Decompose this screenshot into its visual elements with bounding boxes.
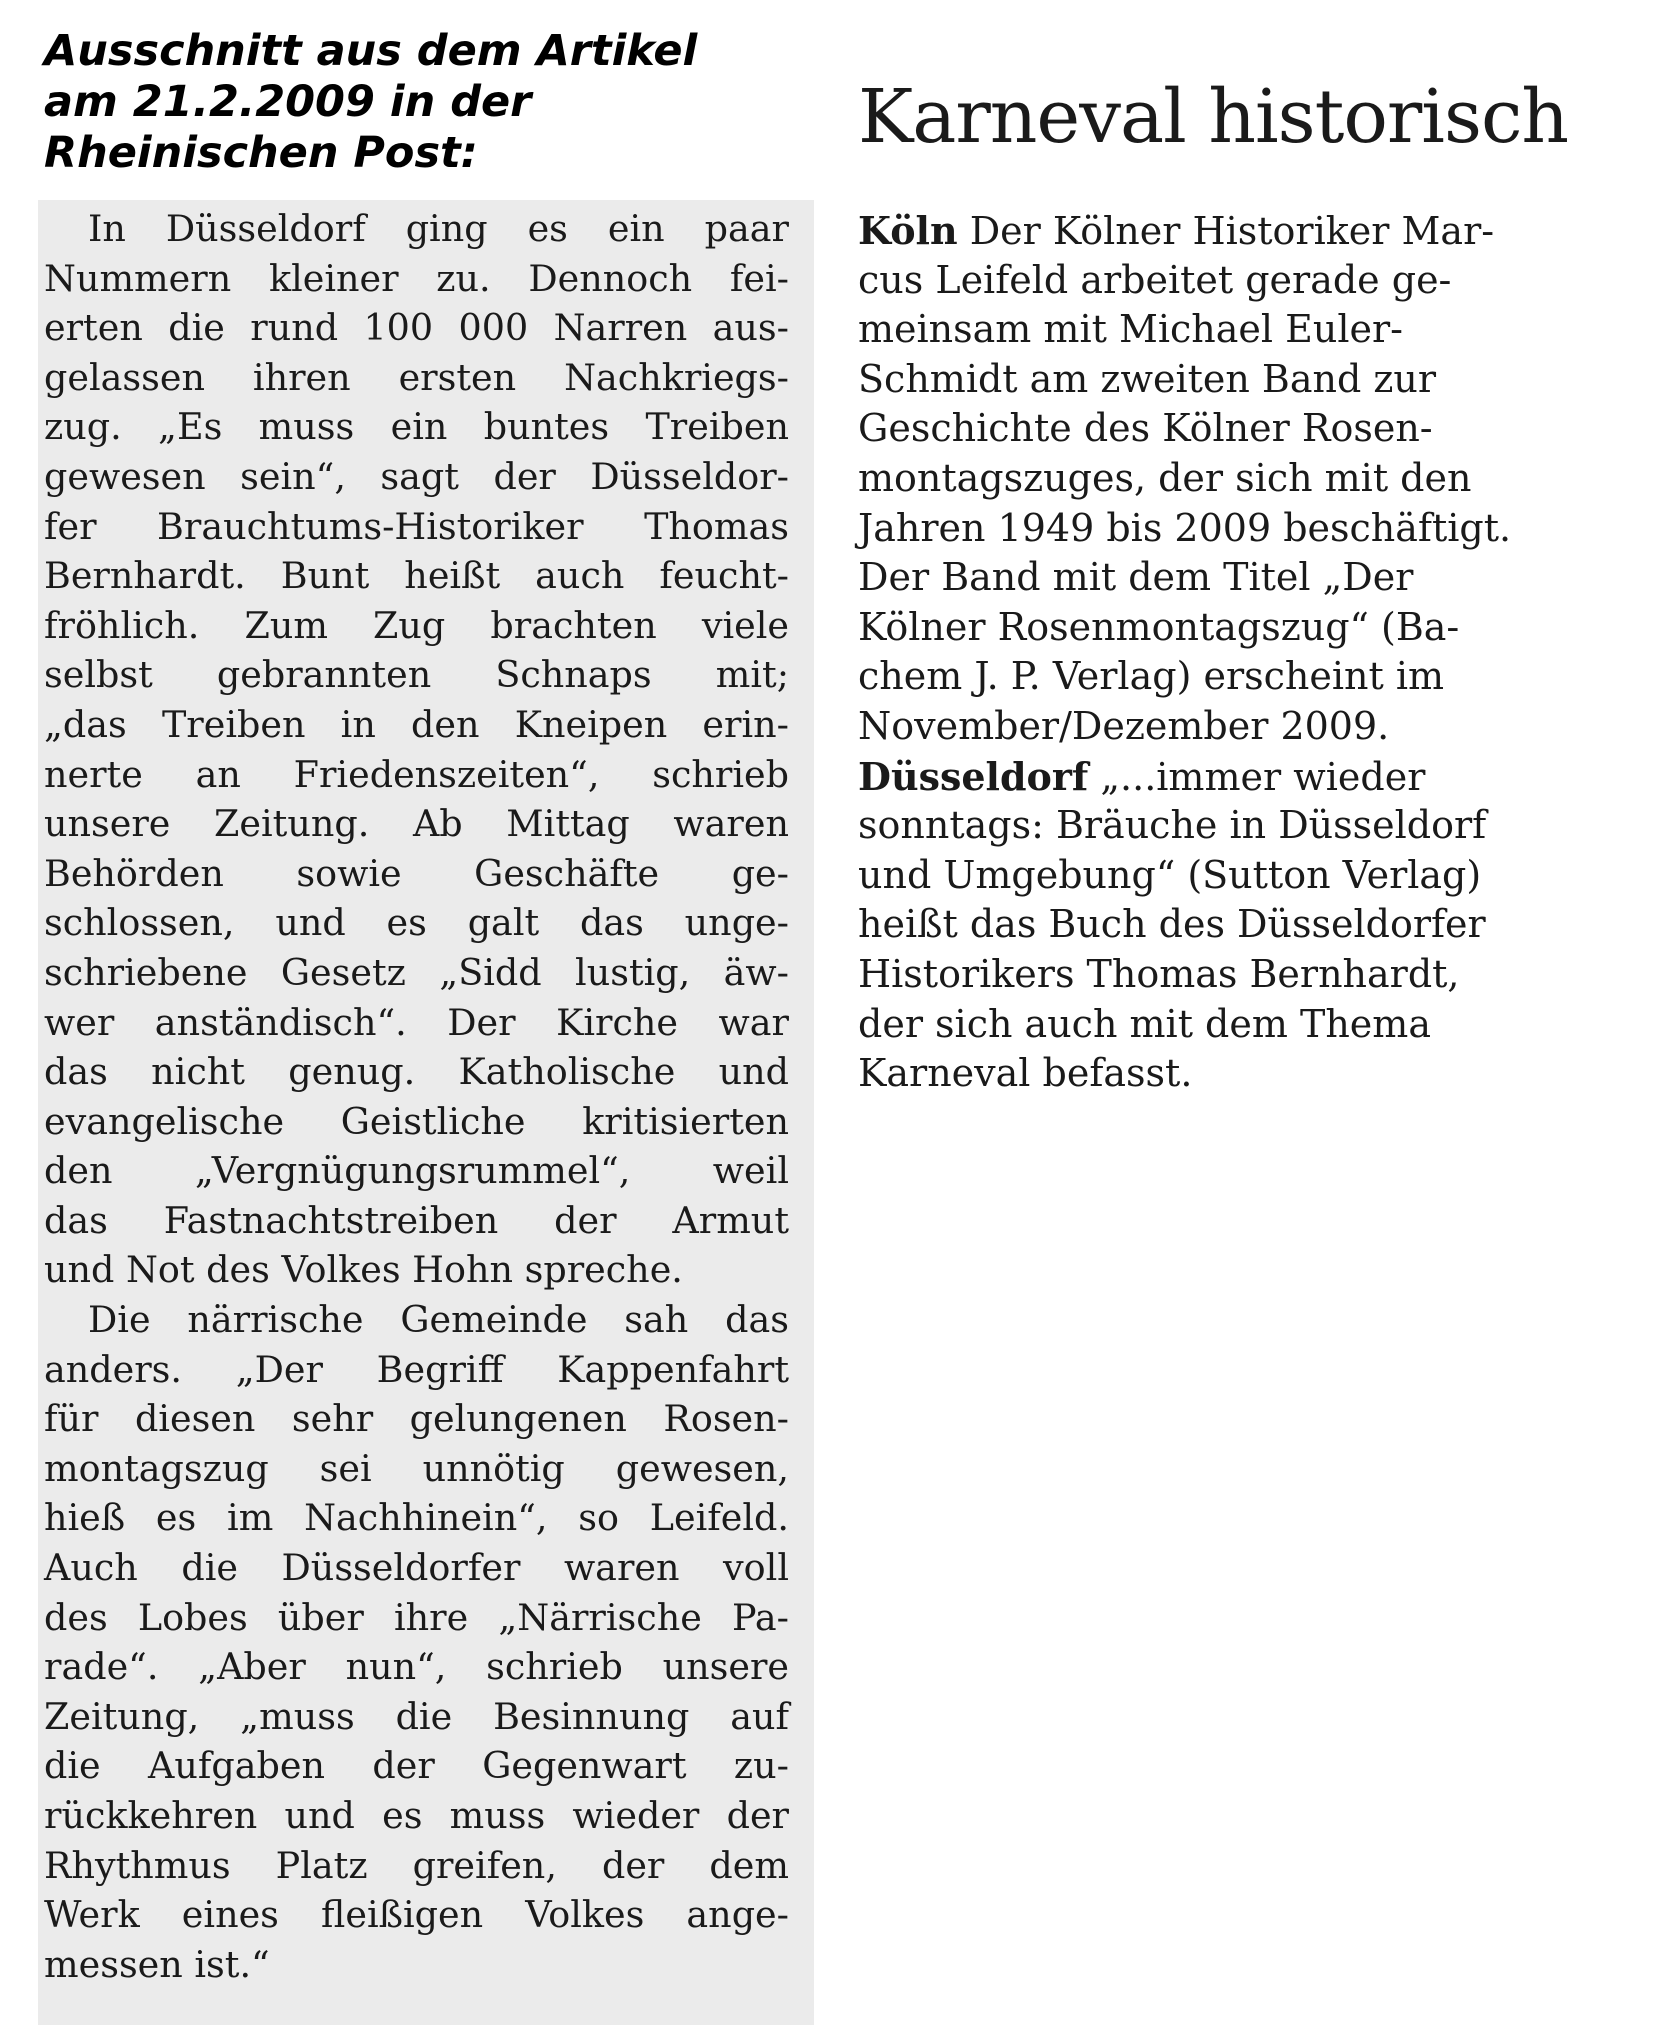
text-line: nerte an Friedenszeiten“, schrieb	[44, 752, 789, 796]
text-line: Karneval befasst.	[858, 1051, 1193, 1096]
text-line	[858, 752, 1598, 802]
article-headline: Karneval historisch	[858, 74, 1569, 160]
text-line: die Aufgaben der Gegenwart zu-	[44, 1744, 789, 1788]
left-article-column	[44, 204, 789, 1989]
text-line: Schmidt am zweiten Band zur	[858, 356, 1437, 401]
text-line: unsere Zeitung. Ab Mittag waren	[44, 802, 789, 846]
text-line: rückkehren und es muss wieder der	[44, 1794, 789, 1837]
text-line: cus Leifeld arbeitet gerade ge-	[858, 257, 1452, 302]
text-line: das Fastnachtstreiben der Armut	[44, 1198, 789, 1242]
text-line: Zeitung, „muss die Besinnung auf	[44, 1694, 789, 1738]
text-line: rade“. „Aber nun“, schrieb unsere	[44, 1645, 789, 1689]
text-line: Die närrische Gemeinde sah das	[88, 1298, 789, 1342]
text-line: Rhythmus Platz greifen, der dem	[44, 1843, 789, 1887]
text-line: Jahren 1949 bis 2009 beschäftigt.	[858, 505, 1512, 550]
text-line: schriebene Gesetz „Sidd lustig, äw-	[44, 950, 789, 994]
text-line: Bernhardt. Bunt heißt auch feucht-	[44, 554, 789, 598]
dateline-duesseldorf: Düsseldorf	[858, 753, 1089, 799]
text-line: Kölner Rosenmontagszug“ (Ba-	[858, 604, 1460, 649]
text-line: für diesen sehr gelungenen Rosen-	[44, 1397, 789, 1441]
text-line: Geschichte des Kölner Rosen-	[858, 406, 1433, 451]
text-line: montagszug sei unnötig gewesen,	[44, 1446, 789, 1490]
text-line: gewesen sein“, sagt der Düsseldor-	[44, 454, 789, 498]
text-fragment: „...immer wieder	[1088, 754, 1426, 799]
caption-line-2: am 21.2.2009 in der	[44, 77, 532, 127]
text-line: In Düsseldorf ging es ein paar	[88, 207, 789, 250]
text-line: heißt das Buch des Düsseldorfer	[858, 902, 1486, 947]
text-line: Der Band mit dem Titel „Der	[858, 555, 1414, 600]
text-line: wer anständisch“. Der Kirche war	[44, 1000, 789, 1044]
text-line	[858, 206, 1598, 256]
text-line: fröhlich. Zum Zug brachten viele	[44, 603, 789, 647]
text-line: chem J. P. Verlag) erscheint im	[858, 654, 1445, 699]
text-fragment: Der Kölner Historiker Mar-	[957, 209, 1495, 253]
text-line: sonntags: Bräuche in Düsseldorf	[858, 803, 1487, 848]
text-line: Auch die Düsseldorfer waren voll	[44, 1546, 789, 1590]
right-article-column	[858, 206, 1598, 1099]
text-line: und Not des Volkes Hohn spreche.	[44, 1248, 683, 1292]
caption-line-3: Rheinischen Post:	[44, 128, 478, 178]
text-line: Historikers Thomas Bernhardt,	[858, 951, 1460, 996]
text-line: Behörden sowie Geschäfte ge-	[44, 851, 789, 895]
text-line: des Lobes über ihre „Närrische Pa-	[44, 1595, 789, 1639]
text-line: meinsam mit Michael Euler-	[858, 307, 1404, 352]
text-line: das nicht genug. Katholische und	[44, 1050, 789, 1094]
text-line: schlossen, und es galt das unge-	[44, 901, 789, 945]
dateline-koeln: Köln	[858, 208, 958, 253]
text-line: hieß es im Nachhinein“, so Leifeld.	[44, 1496, 789, 1540]
text-line: November/Dezember 2009.	[858, 703, 1390, 748]
article-caption	[44, 26, 804, 179]
text-line: montagszuges, der sich mit den	[858, 455, 1472, 500]
text-line: evangelische Geistliche kritisierten	[44, 1099, 789, 1143]
text-line: und Umgebung“ (Sutton Verlag)	[858, 852, 1482, 897]
text-line: Nummern kleiner zu. Dennoch fei-	[44, 256, 789, 300]
text-line: fer Brauchtums-Historiker Thomas	[44, 504, 789, 548]
text-line: gelassen ihren ersten Nachkriegs-	[44, 355, 789, 399]
text-line: Werk eines fleißigen Volkes ange-	[44, 1893, 789, 1937]
text-line: anders. „Der Begriff Kappenfahrt	[44, 1347, 789, 1391]
caption-line-1: Ausschnitt aus dem Artikel	[44, 26, 698, 76]
text-line: erten die rund 100 000 Narren aus-	[44, 306, 789, 350]
text-line: „das Treiben in den Kneipen erin-	[44, 702, 789, 746]
text-line: zug. „Es muss ein buntes Treiben	[44, 405, 789, 449]
text-line: selbst gebrannten Schnaps mit;	[44, 653, 789, 697]
text-line: messen ist.“	[44, 1942, 270, 1986]
text-line: der sich auch mit dem Thema	[858, 1001, 1431, 1046]
text-line: den „Vergnügungsrummel“, weil	[44, 1149, 789, 1193]
